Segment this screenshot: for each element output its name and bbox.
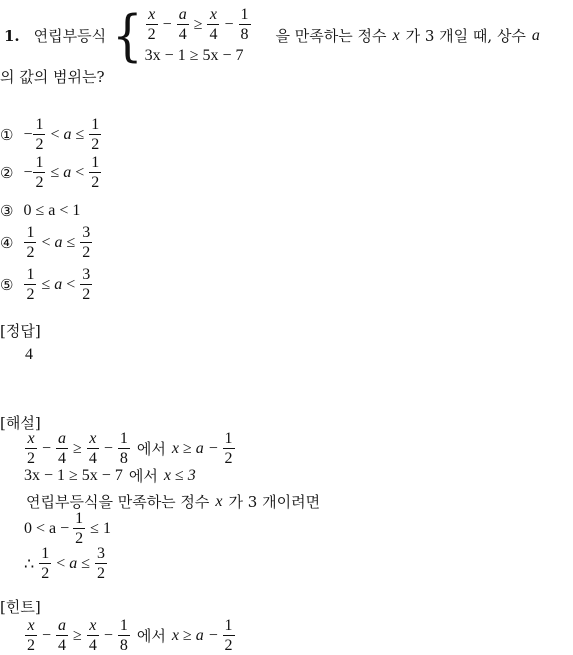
question-line-2: 의 값의 범위는?	[0, 68, 105, 86]
hint-result: x ≥ a −	[171, 626, 219, 644]
question-header	[4, 3, 540, 68]
choice-item[interactable]	[0, 116, 102, 153]
relation: ≤	[50, 163, 60, 181]
relation: ≤	[41, 275, 51, 293]
solution-line-4: 0 < a − $\frac{1}{2}$ ≤ 1	[24, 510, 111, 547]
choice-marker: ⑤	[0, 275, 14, 294]
solution-ineq-start: 0 < a −	[24, 519, 70, 537]
relation: <	[66, 275, 76, 293]
fraction: $\frac{1}{2}$	[26, 266, 35, 303]
minus-sign: −	[23, 163, 33, 181]
fraction: $\frac{1}{8}$	[240, 6, 249, 43]
solution-eq2-result: x ≤ 3	[163, 467, 196, 484]
solution-line-2	[24, 467, 196, 485]
minus-sign: −	[23, 125, 33, 143]
relation: <	[50, 125, 60, 143]
therefore-symbol: ∴	[24, 555, 35, 573]
fraction: $\frac{1}{2}$	[26, 224, 35, 261]
relation: ≤	[66, 233, 76, 251]
solution-eq1-result: x ≥ a −	[171, 439, 219, 457]
answer-label: [정답]	[0, 322, 41, 340]
answer-value: 4	[25, 346, 33, 363]
fraction: $\frac{1}{2}$	[91, 116, 100, 153]
choice-item[interactable]	[0, 202, 80, 220]
question-prefix: 연립부등식	[33, 26, 107, 45]
system-line-1: $\frac{x}{2}$ − $\frac{a}{4}$ ≥ $\frac{x}{4}$ − $\frac{1}{8}$	[147, 6, 249, 43]
choice-marker: ③	[0, 202, 14, 220]
choice-marker: ①	[0, 125, 14, 144]
solution-sentence-end: 가 3 개이려면	[228, 493, 321, 511]
variable-a: a	[63, 125, 72, 143]
question-number: 1.	[4, 26, 20, 45]
fraction: $\frac{x}{2}$	[147, 6, 156, 43]
variable-x: x	[392, 26, 400, 44]
choice-text: 0 ≤ a < 1	[23, 202, 81, 219]
variable-a: a	[531, 26, 540, 44]
hint-suffix: 에서	[136, 626, 166, 645]
hint-line: $\frac{x}{2}$ − $\frac{a}{4}$ ≥ $\frac{x}{4}$ − $\frac{1}{8}$ 에서 x ≥ a − $\frac{1}{2}$	[27, 617, 233, 654]
variable-a: a	[63, 163, 72, 181]
fraction: $\frac{1}{2}$	[35, 116, 44, 153]
fraction: $\frac{3}{2}$	[82, 224, 91, 261]
fraction: $\frac{a}{4}$	[178, 6, 187, 43]
choice-item[interactable]	[0, 266, 93, 303]
fraction: $\frac{x}{4}$	[209, 6, 218, 43]
variable-a: a	[54, 275, 63, 293]
solution-eq2-suffix: 에서	[128, 467, 158, 485]
relation: <	[75, 163, 85, 181]
question-count-text: 가 3 개일 때, 상수	[405, 26, 526, 45]
fraction: $\frac{3}{2}$	[82, 266, 91, 303]
solution-line-1: $\frac{x}{2}$ − $\frac{a}{4}$ ≥ $\frac{x}{4}$ − $\frac{1}{8}$ 에서 x ≥ a − $\frac{1}{2}$	[27, 430, 233, 467]
relation: <	[41, 233, 51, 251]
solution-eq2: 3x − 1 ≥ 5x − 7	[24, 467, 123, 484]
hint-label: [힌트]	[0, 598, 41, 616]
relation: ≤	[75, 125, 85, 143]
solution-label: [해설]	[0, 414, 41, 432]
choice-marker: ②	[0, 163, 14, 182]
choice-item[interactable]	[0, 224, 93, 261]
solution-eq1-suffix: 에서	[136, 439, 166, 458]
fraction: $\frac{1}{2}$	[91, 154, 100, 191]
solution-sentence-x: x	[215, 493, 223, 510]
solution-line-5: ∴ $\frac{1}{2}$ < a ≤ $\frac{3}{2}$	[24, 545, 105, 582]
solution-ineq-end: ≤ 1	[90, 519, 111, 537]
system-line-2: 3x − 1 ≥ 5x − 7	[144, 47, 244, 64]
solution-line-3	[26, 493, 320, 511]
variable-a: a	[54, 233, 63, 251]
inequality-system	[145, 6, 252, 65]
choice-item[interactable]	[0, 154, 102, 191]
fraction: $\frac{1}{2}$	[35, 154, 44, 191]
left-brace: {	[112, 3, 143, 68]
solution-sentence: 연립부등식을 만족하는 정수	[26, 493, 210, 511]
choice-marker: ④	[0, 233, 14, 252]
question-suffix: 을 만족하는 정수	[275, 26, 387, 45]
